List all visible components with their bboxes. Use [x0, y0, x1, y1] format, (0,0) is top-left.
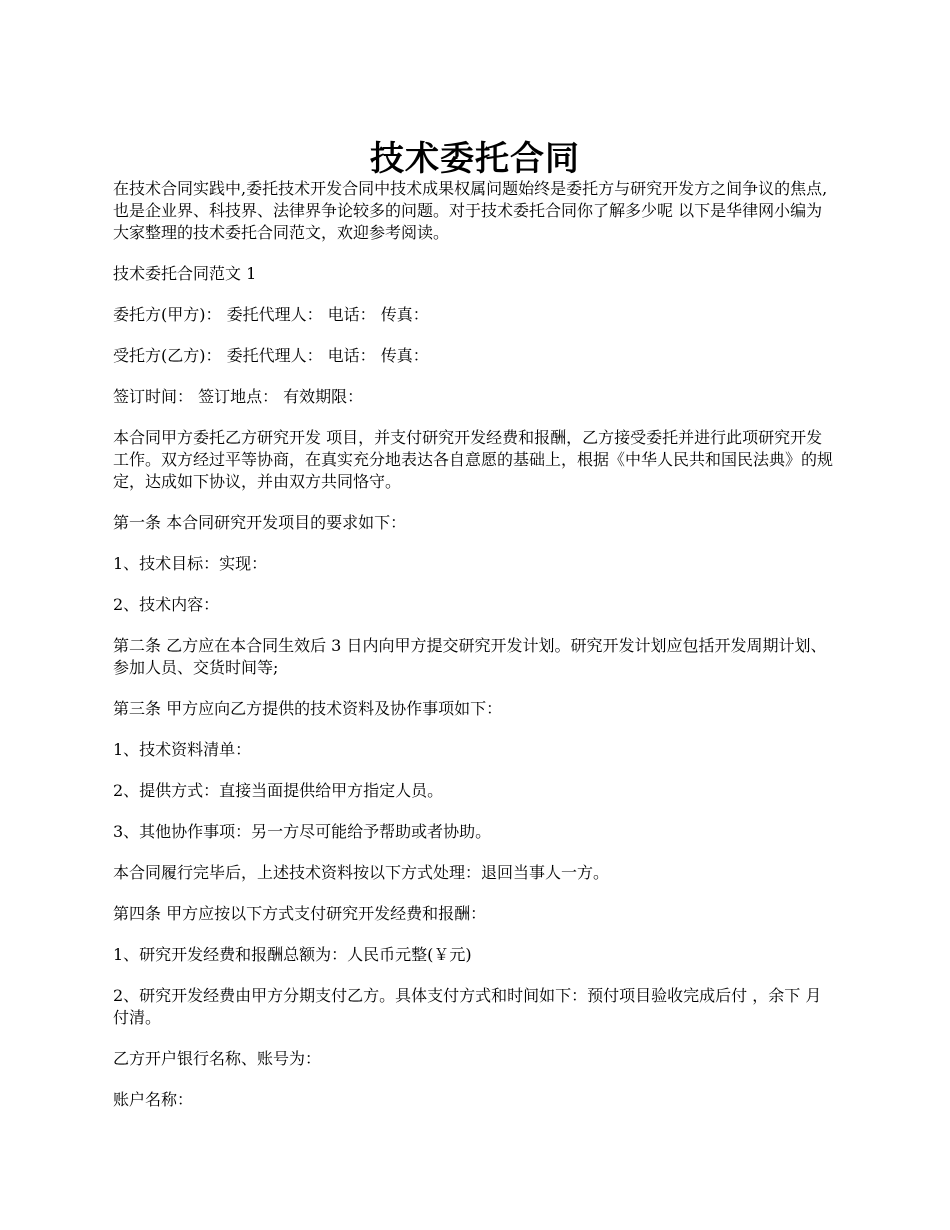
- document-title: 技术委托合同: [370, 138, 580, 179]
- article-4-item-1: 1、研究开发经费和报酬总额为：人民币元整(￥元): [113, 945, 472, 964]
- bank-account-line: 乙方开户银行名称、账号为：: [113, 1049, 322, 1068]
- article-2-paragraph: 第二条 乙方应在本合同生效后 3 日内向甲方提交研究开发计划。研究开发计划应包括开发周期计划、参加人员、交货时间等;: [113, 636, 827, 677]
- article-3-item-1: 1、技术资料清单：: [113, 740, 252, 759]
- article-3-heading: 第三条 甲方应向乙方提供的技术资料及协作事项如下：: [113, 699, 503, 718]
- article-1-heading: 第一条 本合同研究开发项目的要求如下：: [113, 513, 407, 532]
- document-body: [113, 178, 835, 1130]
- intro-paragraph: 在技术合同实践中,委托技术开发合同中技术成果权属问题始终是委托方与研究开发方之间争议的焦点,也是企业界、科技界、法律界争论较多的问题。对于技术委托合同你了解多少呢 以下是华律网小编为大家整理的技术委托合同范文，欢迎参考阅读。: [113, 179, 828, 242]
- sample-heading: 技术委托合同范文 1: [113, 264, 257, 283]
- article-3-item-2: 2、提供方式：直接当面提供给甲方指定人员。: [113, 781, 444, 800]
- preamble-paragraph: 本合同甲方委托乙方研究开发 项目，并支付研究开发经费和报酬，乙方接受委托并进行此项研究开发工作。双方经过平等协商，在真实充分地表达各自意愿的基础上，根据《中华人民共和国民法典》的规定，达成如下协议，并由双方共同恪守。: [113, 428, 834, 491]
- article-4-item-2: 2、研究开发经费由甲方分期支付乙方。具体支付方式和时间如下：预付项目验收完成后付 ，余下 月付清。: [113, 986, 822, 1027]
- article-4-heading: 第四条 甲方应按以下方式支付研究开发经费和报酬：: [113, 904, 487, 923]
- signing-info-line: 签订时间： 签订地点： 有效期限：: [113, 387, 364, 406]
- article-3-item-3: 3、其他协作事项：另一方尽可能给予帮助或者协助。: [113, 822, 492, 841]
- article-3-disposal: 本合同履行完毕后，上述技术资料按以下方式处理：退回当事人一方。: [113, 863, 610, 882]
- party-a-line: 委托方(甲方)： 委托代理人： 电话： 传真：: [113, 305, 429, 324]
- article-1-item-1: 1、技术目标：实现：: [113, 554, 268, 573]
- article-1-item-2: 2、技术内容：: [113, 595, 220, 614]
- account-name-line: 账户名称：: [113, 1090, 194, 1109]
- party-b-line: 受托方(乙方)： 委托代理人： 电话： 传真：: [113, 346, 429, 365]
